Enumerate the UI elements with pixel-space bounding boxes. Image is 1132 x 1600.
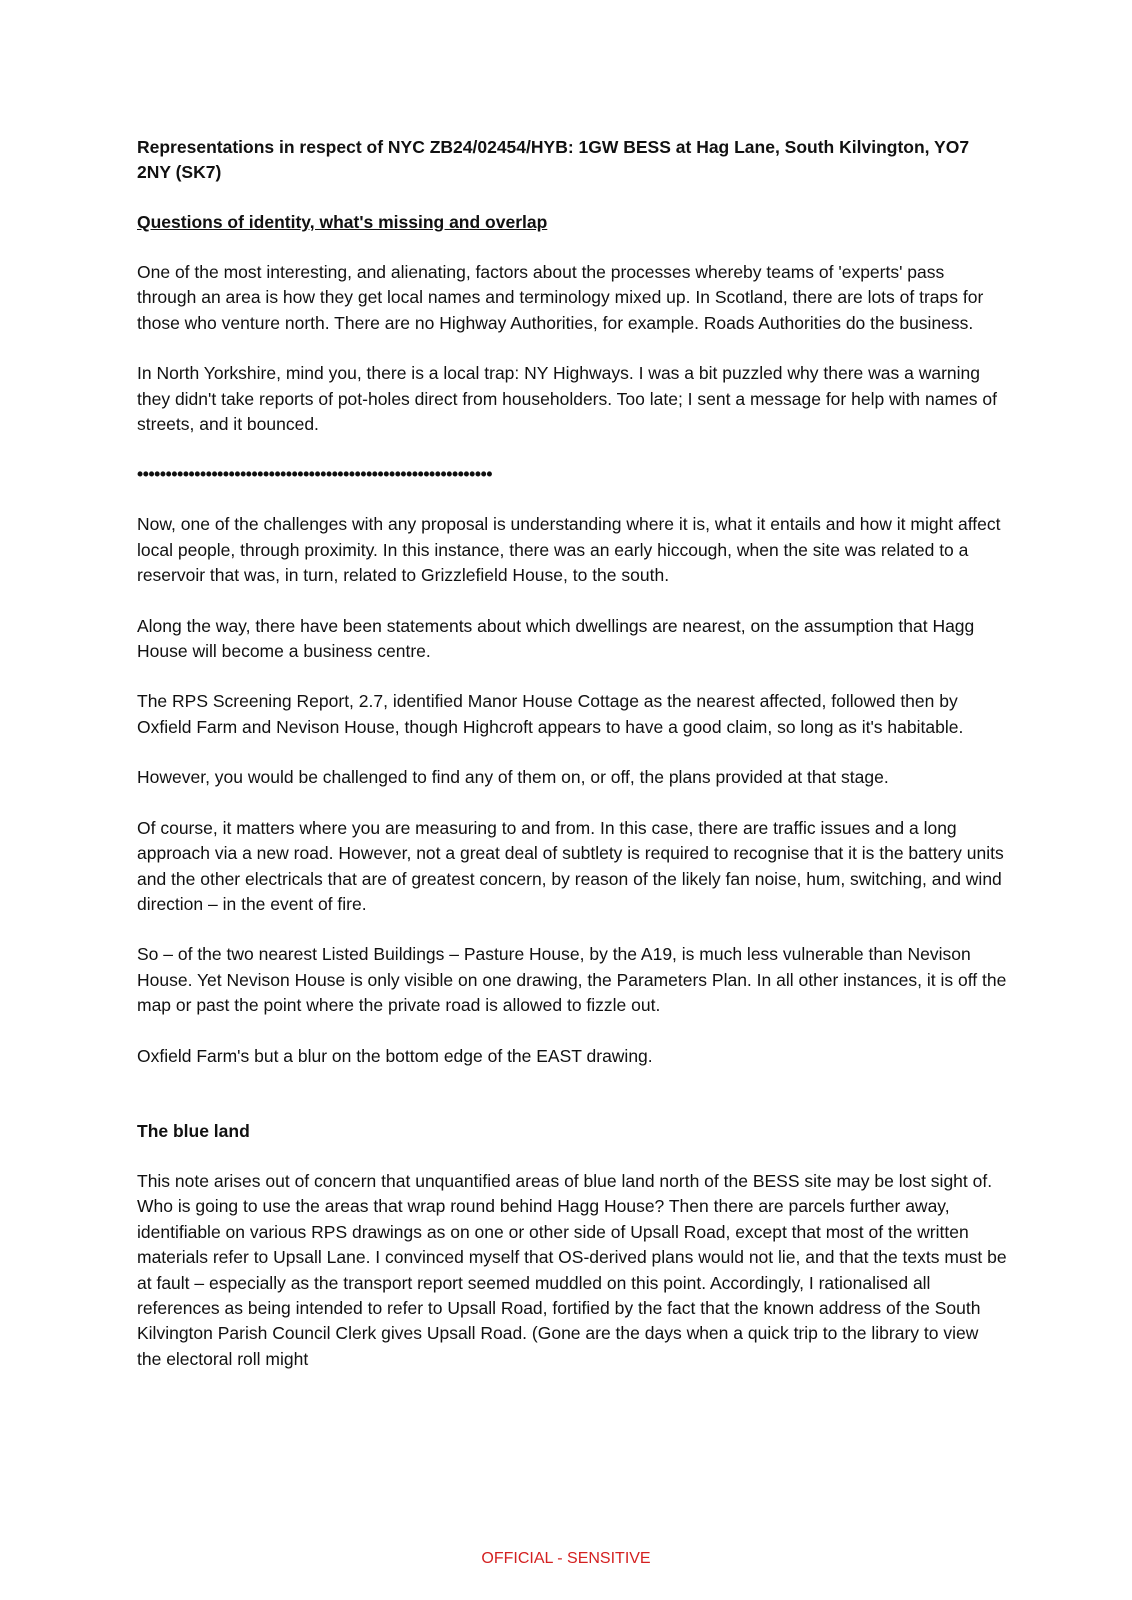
document-page — [137, 135, 1007, 1397]
paragraph-proximity-3: The RPS Screening Report, 2.7, identified Manor House Cottage as the nearest affected, followed then by Oxfield Farm and Nevison House, though Highcroft appears to have a good claim, so long as it's habitable. — [137, 691, 964, 737]
dotted-separator: •••••••••••••••••••••••••••••••••••••••••••••••••••••••••••••• — [137, 464, 493, 485]
paragraph-blue-land-1: This note arises out of concern that unquantified areas of blue land north of the BESS site may be lost sight of. Who is going to use the areas that wrap round behind Hagg House? Then there are parcels further away, identifiable on various RPS drawings as on one or other side of Upsall Road, except that most of the written materials refer to Upsall Lane. I convinced myself that OS-derived plans would not lie, and that the texts must be at fault – especially as the transport report seemed muddled on this point. Accordingly, I rationalised all references as being intended to refer to Upsall Road, fortified by the fact that the known address of the South Kilvington Parish Council Clerk gives Upsall Road. (Gone are the days when a quick trip to the library to view the electoral roll might — [137, 1170, 1007, 1369]
document-title: Representations in respect of NYC ZB24/02454/HYB: 1GW BESS at Hag Lane, South Kilvington, YO7 2NY (SK7) — [137, 137, 970, 182]
section-heading-identity: Questions of identity, what's missing and overlap — [137, 212, 548, 232]
paragraph-proximity-7: Oxfield Farm's but a blur on the bottom edge of the EAST drawing. — [137, 1045, 653, 1066]
classification-footer: OFFICIAL - SENSITIVE — [481, 1550, 651, 1567]
paragraph-proximity-6: So – of the two nearest Listed Buildings – Pasture House, by the A19, is much less vulnerable than Nevison House. Yet Nevison House is only visible on one drawing, the Parameters Plan. In all other instances, it is off the map or past the point where the private road is allowed to fizzle out. — [137, 944, 1007, 1016]
paragraph-proximity-5: Of course, it matters where you are measuring to and from. In this case, there are traffic issues and a long approach via a new road. However, not a great deal of subtlety is required to recognise that it is the battery units and the other electricals that are of greatest concern, by reason of the likely fan noise, hum, switching, and wind direction – in the event of fire. — [137, 817, 1004, 914]
paragraph-proximity-1: Now, one of the challenges with any proposal is understanding where it is, what it entails and how it might affect local people, through proximity. In this instance, there was an early hiccough, when the site was related to a reservoir that was, in turn, related to Grizzlefield House, to the south. — [137, 514, 1001, 586]
paragraph-identity-2: In North Yorkshire, mind you, there is a local trap: NY Highways. I was a bit puzzled why there was a warning they didn't take reports of pot-holes direct from householders. Too late; I sent a message for help with names of streets, and it bounced. — [137, 363, 998, 435]
section-spacer — [137, 1094, 1007, 1119]
paragraph-proximity-4: However, you would be challenged to find any of them on, or off, the plans provided at that stage. — [137, 767, 889, 788]
section-heading-blue-land: The blue land — [137, 1120, 250, 1141]
paragraph-identity-1: One of the most interesting, and alienating, factors about the processes whereby teams of 'experts' pass through an area is how they get local names and terminology mixed up. In Scotland, there are lots of traps for those who venture north. There are no Highway Authorities, for example. Roads Authorities do the business. — [137, 262, 984, 333]
paragraph-proximity-2: Along the way, there have been statements about which dwellings are nearest, on the assumption that Hagg House will become a business centre. — [137, 615, 975, 662]
